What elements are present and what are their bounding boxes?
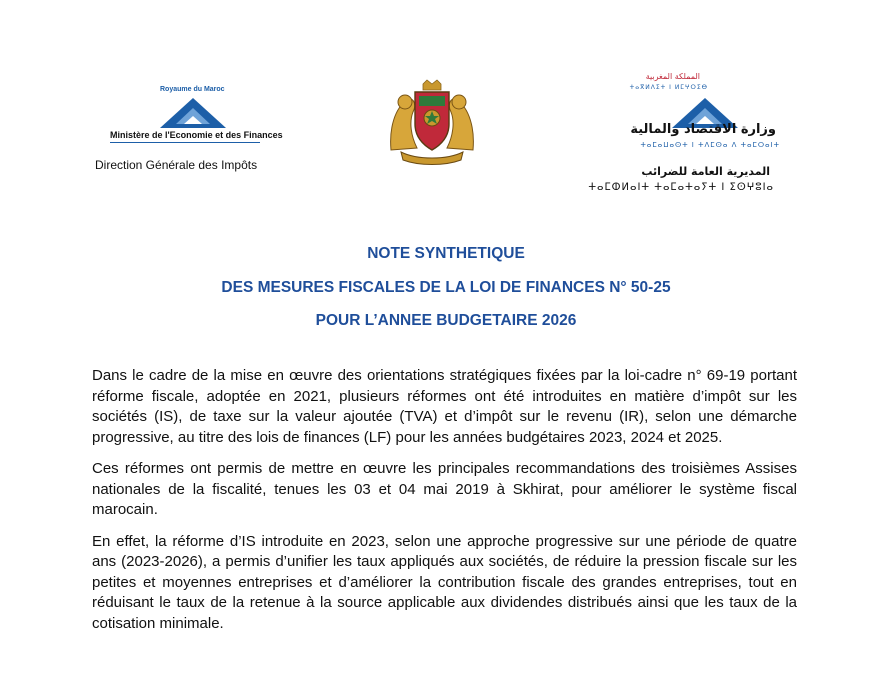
document-title-line-1: NOTE SYNTHETIQUE: [367, 245, 525, 262]
ministry-name: Ministère de l'Economie et des Finances: [110, 130, 283, 140]
directorate-name-arabic: المديرية العامة للضرائب: [641, 165, 770, 178]
divider: [110, 142, 260, 143]
ministry-logo-icon: [158, 96, 228, 130]
ministry-name-arabic: وزارة الاقتصاد والمالية: [630, 122, 776, 137]
kingdom-label: Royaume du Maroc: [160, 86, 225, 93]
document-body: [92, 366, 797, 645]
paragraph: En effet, la réforme d’IS introduite en 2023, selon une approche progressive sur une période de quatre ans (2023-2026), a permis d’unifier les taux appliqués aux sociétés, de réduire la pression fiscale sur les petites et moyennes entreprises et d’améliorer la contribution fiscale des grandes entreprises, tout en réduisant le taux de la retenue à la source applicable aux dividendes distribués ainsi que les taux de la cotisation minimale.: [92, 532, 797, 632]
header-left-logo: [88, 82, 298, 182]
document-title-line-2: DES MESURES FISCALES DE LA LOI DE FINANCES N° 50-25: [221, 279, 671, 296]
document-title-line-3: POUR L’ANNEE BUDGETAIRE 2026: [315, 312, 577, 329]
ministry-name-tifinagh: ⵜⴰⵎⴰⵡⴰⵙⵜ ⵏ ⵜⴷⵎⵙⴰ ⴷ ⵜⴰⵎⵔⴰⵏⵜ: [640, 141, 780, 149]
coat-of-arms-icon: [383, 78, 481, 166]
paragraph: Ces réformes ont permis de mettre en œuvre les principales recommandations des troisièmes Assises nationales de la fiscalité, tenues les 03 et 04 mai 2019 à Skhirat, pour améliorer le système fiscal marocain.: [92, 460, 797, 518]
kingdom-label-tifinagh: ⵜⴰⴳⵍⴷⵉⵜ ⵏ ⵍⵎⵖⵔⵉⴱ: [629, 84, 708, 91]
directorate-name: Direction Générale des Impôts: [95, 158, 258, 172]
kingdom-label-arabic: المملكة المغربية: [645, 72, 700, 81]
paragraph: Dans le cadre de la mise en œuvre des orientations stratégiques fixées par la loi-cadre n° 69-19 portant réforme fiscale, adoptée en 2021, plusieurs réformes ont été introduites en matière d’impôt sur les sociétés (IS), de taxe sur la valeur ajoutée (TVA) et d’impôt sur le revenu (IR), selon une démarche progressive, au titre des lois de finances (LF) pour les années budgétaires 2023, 2024 et 2025.: [92, 367, 797, 446]
directorate-name-tifinagh: ⵜⴰⵎⵀⵍⴰⵏⵜ ⵜⴰⵎⴰⵜⴰⵢⵜ ⵏ ⵉⵙⵖⵓⵏⴰ: [588, 182, 774, 193]
header-right-logo: [588, 70, 810, 200]
